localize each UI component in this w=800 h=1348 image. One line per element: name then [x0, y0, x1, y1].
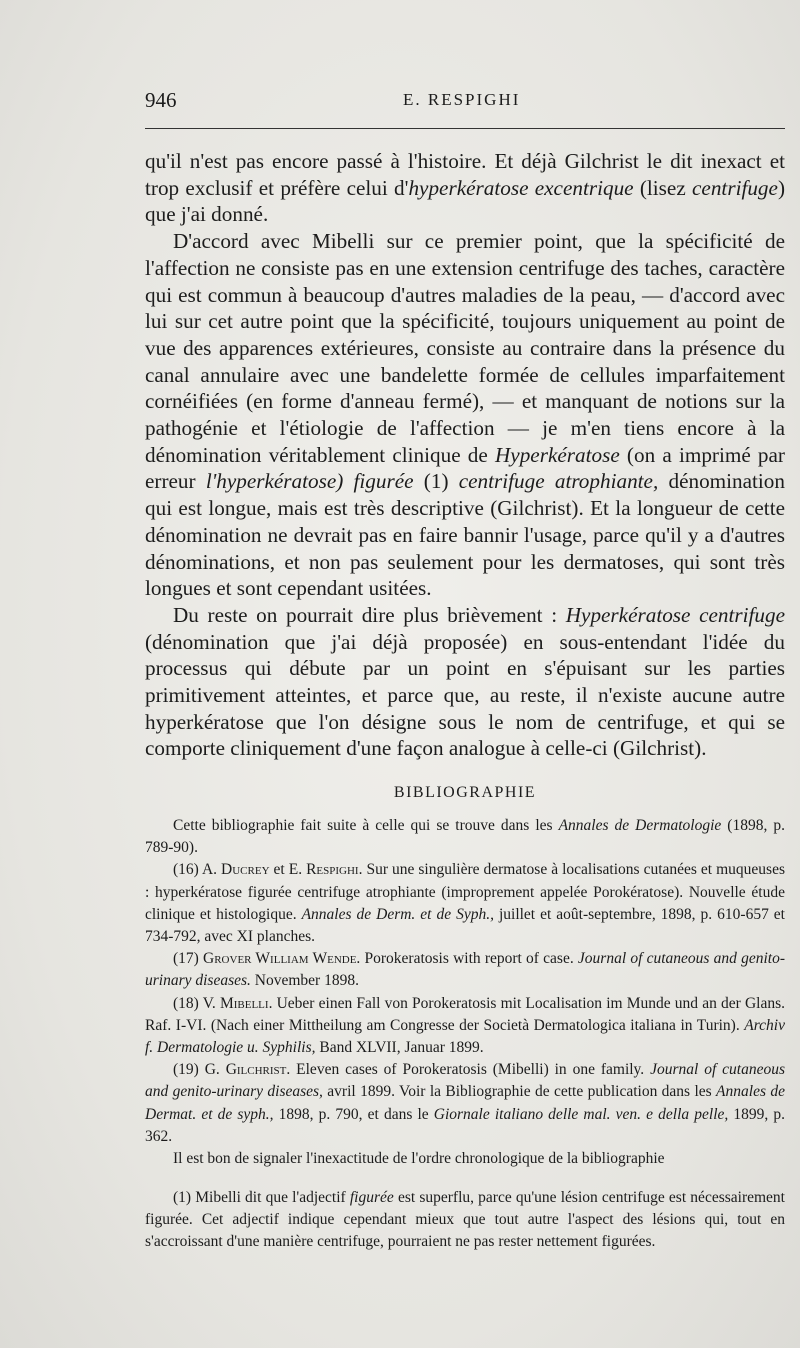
- paragraph-1: [145, 148, 785, 228]
- text-run: juillet et août-septembre, 1898, p. 610-657 et 734-792, avec XI planches.: [145, 905, 785, 946]
- text-run: qu'il n'est pas encore passé à l'histoire. Et déjà Gilchrist le dit inexact et trop exclusif et préfère celui d': [145, 149, 785, 200]
- paragraph-3: [145, 602, 785, 762]
- text-run: Annales de Derm. et de Syph.,: [301, 905, 494, 923]
- text-run: Journal of cutaneous and genito-urinary diseases,: [145, 1061, 785, 1101]
- bibliography: [145, 815, 785, 1170]
- text-run: (19) G.: [173, 1061, 226, 1079]
- text-run: D'accord avec Mibelli sur ce premier point, que la spécificité de l'affection ne consiste pas en une extension centrifuge des taches, caractère qui est commun à beaucoup d'autres maladies de la peau, — d'accord avec lui sur cet autre point que la spécificité, toujours uniquement au point de vue des apparences extérieures, consiste au contraire dans la présence du canal annulaire avec une bandelette formée de cellules imparfaitement cornéifiées (en forme d'anneau fermé), — et manquant de notions sur la pathogénie et l'étiologie de l'affection — je m'en tiens encore à la dénomination véritablement clinique de: [145, 229, 785, 467]
- bibliography-entry-18: [145, 993, 785, 1060]
- text-run: ) que j'ai donné.: [145, 175, 785, 227]
- text-run: Giornale italiano delle mal. ven. e della pelle,: [433, 1105, 729, 1123]
- text-run: Journal of cutaneous and genito-urinary diseases.: [145, 950, 785, 990]
- text-run: 1898, p. 790, et dans le: [273, 1105, 434, 1123]
- text-run: Annales de Dermatologie: [558, 817, 722, 834]
- body-text: [145, 148, 785, 762]
- text-run: Archiv f. Dermatologie u. Syphilis,: [145, 1016, 785, 1057]
- bibliography-entry-17: [145, 948, 785, 992]
- bibliography-entry-19: [145, 1059, 785, 1148]
- text-run: . Eleven cases of Porokeratosis (Mibelli) in one family.: [286, 1061, 651, 1079]
- bibliography-intro: [145, 815, 785, 859]
- text-run: (17): [173, 950, 204, 968]
- footnotes: [145, 1187, 785, 1254]
- text-run: est superflu, parce qu'une lésion centrifuge est nécessairement figurée. Cet adjectif indique cependant mieux que tout autre l'aspect des lésions qui, tout en s'accroissant d'une manière centrifuge, pourraient ne pas rester nettement figurées.: [145, 1189, 785, 1251]
- text-run: (1898, p. 789-90).: [145, 817, 785, 857]
- text-run: Du reste on pourrait dire plus brièvement :: [173, 602, 566, 627]
- bibliography-title: BIBLIOGRAPHIE: [393, 784, 537, 801]
- text-run: Hyperkératose: [495, 442, 620, 467]
- bibliography-entry-16: [145, 859, 785, 948]
- text-run: Grover William Wende: [203, 950, 357, 968]
- text-run: (16) A.: [173, 861, 222, 879]
- text-run: (1): [413, 469, 459, 494]
- paragraph-2: [145, 228, 785, 602]
- text-run: Respighi: [306, 861, 359, 879]
- page-number: 946: [145, 88, 177, 112]
- footnote-1: [145, 1187, 785, 1254]
- text-run: (dénomination que j'ai déjà proposée) en sous-entendant l'idée du processus qui débute par un point en s'épuisant sur les parties primitivement atteintes, et parce que, au reste, il n'existe aucune autre hyperkératose que l'on désigne sous le nom de centrifuge, et qui se comporte cliniquement d'une façon analogue à celle-ci (Gilchrist).: [145, 629, 785, 761]
- text-run: (18) V.: [173, 994, 220, 1012]
- header-rule: [145, 128, 785, 129]
- text-run: Annales de Dermat. et de syph.,: [145, 1083, 785, 1123]
- text-run: avril 1899. Voir la Bibliographie de cette publication dans les: [322, 1083, 717, 1101]
- text-run: . Porokeratosis with report of case.: [356, 950, 578, 968]
- text-run: . Sur une singulière dermatose à localisations cutanées et muqueuses : hyperkératose figurée centrifuge atrophiante (improprement appelée Porokératose). Nouvelle étude clinique et histologique.: [145, 861, 785, 923]
- text-run: dénomination qui est longue, mais est très descriptive (Gilchrist). Et la longueur de cette dénomination ne devrait pas en faire bannir l'usage, parce qu'il y a d'autres dénominations, et non pas seulement pour les dermatoses, qui sont très longues et sont cependant usitées.: [145, 469, 785, 601]
- text-run: Mibelli: [219, 994, 269, 1012]
- text-run: (lisez: [633, 175, 693, 200]
- text-run: November 1898.: [250, 972, 359, 990]
- text-run: (on a imprimé par erreur: [145, 442, 785, 494]
- text-run: figurée: [349, 1189, 394, 1206]
- text-run: Il est bon de signaler l'inexactitude de l'ordre chronologique de la bibliographie: [173, 1150, 665, 1168]
- bibliography-note: [145, 1148, 785, 1170]
- text-run: (1) Mibelli dit que l'adjectif: [173, 1189, 350, 1206]
- text-run: Ducrey: [221, 861, 270, 879]
- text-run: et E.: [269, 861, 307, 879]
- text-run: Cette bibliographie fait suite à celle qui se trouve dans les: [173, 817, 559, 834]
- text-run: hyperkératose excentrique: [408, 175, 634, 200]
- text-run: centrifuge atrophiante,: [458, 469, 659, 494]
- text-run: 1899, p. 362.: [145, 1105, 785, 1145]
- page-header: [145, 88, 785, 118]
- text-run: . Ueber einen Fall von Porokeratosis mit Localisation im Munde und an der Glans. Raf. I-VI. (Nach einer Mittheilung am Congresse der Società Dermatologica italiana in Turin).: [145, 994, 785, 1034]
- text-run: l'hyperkératose) figurée: [205, 469, 414, 494]
- text-run: centrifuge: [692, 175, 778, 200]
- text-run: Hyperkératose centrifuge: [565, 602, 785, 627]
- running-head: E. RESPIGHI: [403, 90, 521, 109]
- text-run: Gilchrist: [225, 1061, 287, 1079]
- text-run: Band XLVII, Januar 1899.: [315, 1039, 484, 1057]
